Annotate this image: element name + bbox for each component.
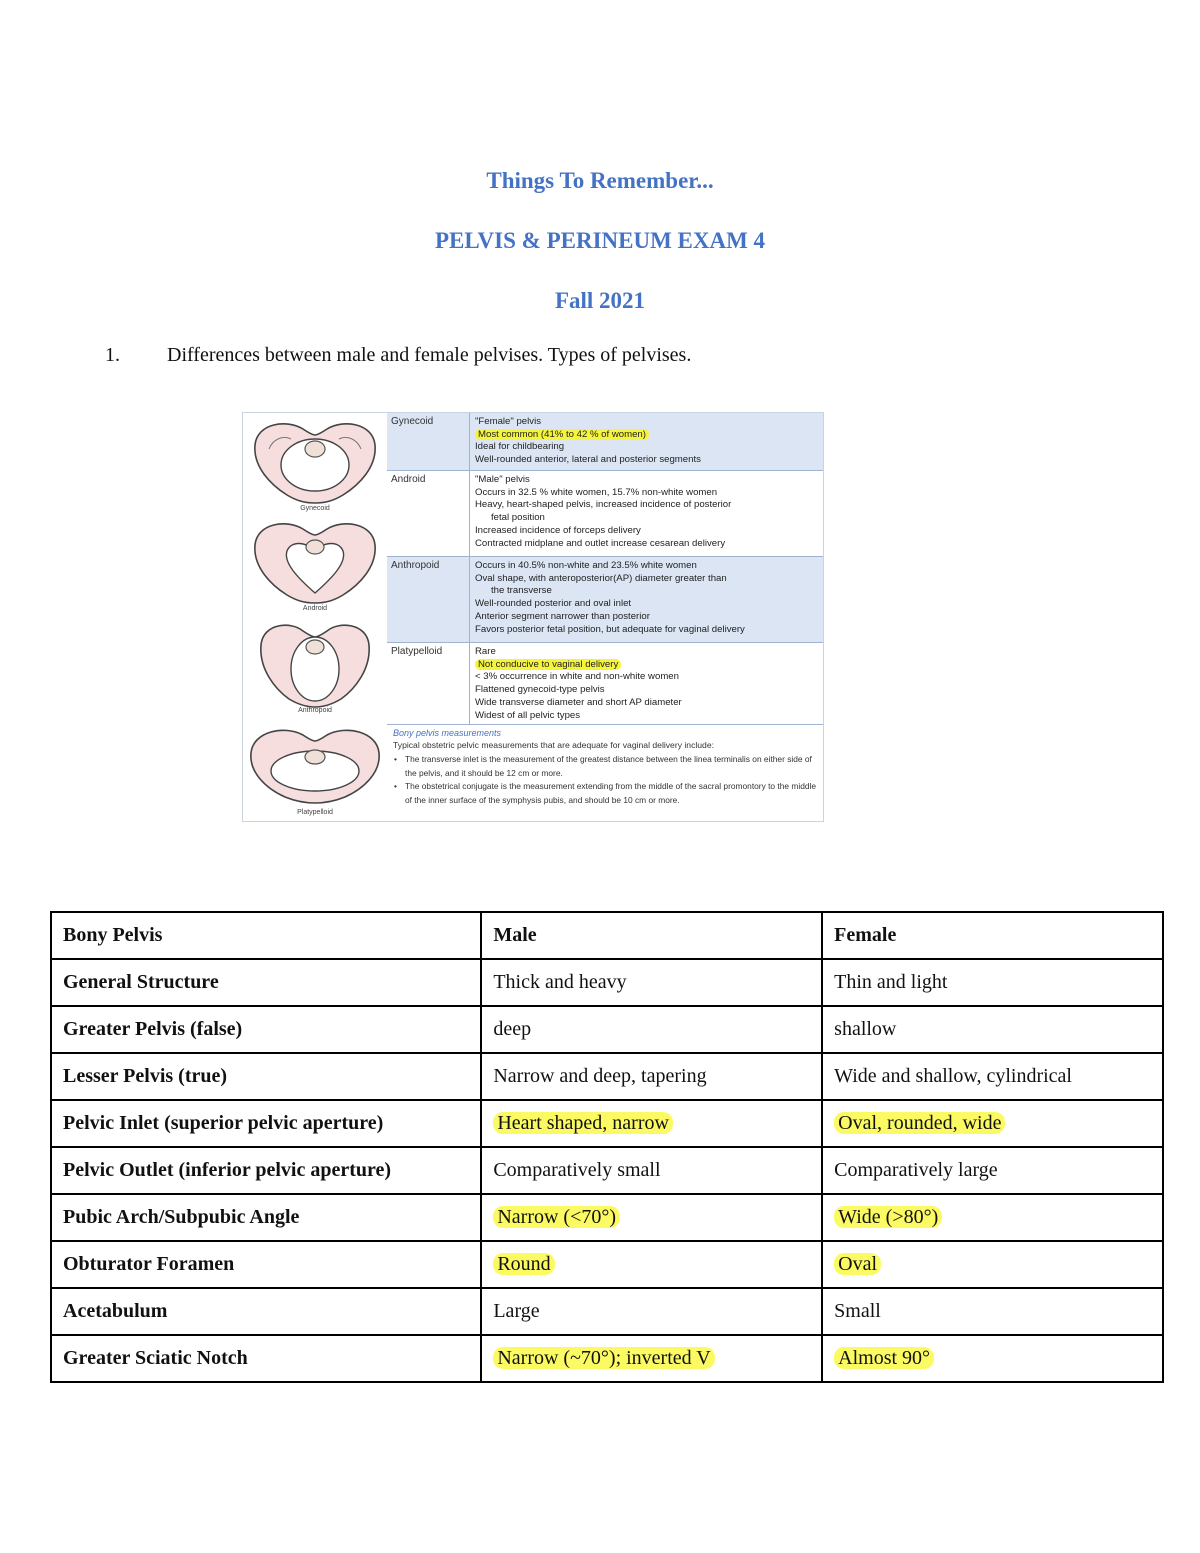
feature-cell: Pelvic Outlet (inferior pelvic aperture): [51, 1147, 481, 1194]
type-row-gynecoid: [387, 413, 823, 471]
question-number: 1.: [105, 344, 120, 366]
table-header-row: [51, 912, 1163, 959]
feature-cell: Pelvic Inlet (superior pelvic aperture): [51, 1100, 481, 1147]
type-line: "Male" pelvis: [475, 474, 530, 485]
type-row-platypelloid: [387, 643, 823, 725]
male-cell: deep: [481, 1006, 822, 1053]
feature-cell: Obturator Foramen: [51, 1241, 481, 1288]
feature-cell: Greater Pelvis (false): [51, 1006, 481, 1053]
type-name: Anthropoid: [391, 560, 440, 571]
pelvis-illustration-android: [243, 515, 387, 612]
table-row: [51, 1194, 1163, 1241]
type-line: Contracted midplane and outlet increase cesarean delivery: [475, 537, 726, 549]
table-row: [51, 1147, 1163, 1194]
anthropoid-pelvis-icon: [247, 617, 383, 709]
table-row: [51, 1100, 1163, 1147]
table-row: [51, 1053, 1163, 1100]
header-cell: Male: [481, 912, 822, 959]
pelvis-illustration-platypelloid: [243, 719, 387, 816]
bony-pelvis-measurements: [387, 725, 823, 821]
type-line: Well-rounded anterior, lateral and posterior segments: [475, 454, 701, 466]
male-cell: Thick and heavy: [481, 959, 822, 1006]
type-name: Gynecoid: [391, 416, 434, 427]
type-line: < 3% occurrence in white and non-white women: [475, 671, 679, 683]
type-line: Flattened gynecoid-type pelvis: [475, 684, 605, 696]
feature-cell: Greater Sciatic Notch: [51, 1335, 481, 1382]
feature-cell: Pubic Arch/Subpubic Angle: [51, 1194, 481, 1241]
type-name: Platypelloid: [391, 646, 443, 657]
male-cell-highlighted: Round: [493, 1253, 554, 1275]
male-cell: Narrow and deep, tapering: [481, 1053, 822, 1100]
type-line: Wide transverse diameter and short AP diameter: [475, 696, 682, 708]
type-line-highlighted: Most common (41% to 42 % of women): [475, 429, 649, 440]
pelvis-types-table: [387, 413, 823, 821]
pelvis-illustrations: [243, 413, 387, 821]
type-line: Widest of all pelvic types: [475, 709, 581, 721]
type-row-anthropoid: [387, 557, 823, 643]
type-line: Ideal for childbearing: [475, 441, 565, 453]
feature-cell: Acetabulum: [51, 1288, 481, 1335]
doc-title: Things To Remember...: [486, 168, 714, 193]
type-row-android: [387, 471, 823, 557]
android-pelvis-icon: [247, 515, 383, 607]
female-cell-highlighted: Oval: [834, 1253, 881, 1275]
table-row: [51, 1335, 1163, 1382]
measurements-intro: Typical obstetric pelvic measurements that are adequate for vaginal delivery include:: [393, 740, 715, 750]
female-cell-highlighted: Almost 90°: [834, 1347, 934, 1369]
type-line: the transverse: [491, 585, 552, 597]
type-line: Occurs in 32.5 % white women, 15.7% non-white women: [475, 486, 718, 498]
type-line: fetal position: [491, 512, 545, 524]
male-cell: Comparatively small: [481, 1147, 822, 1194]
male-cell-highlighted: Narrow (<70°): [493, 1206, 620, 1228]
type-line: Increased incidence of forceps delivery: [475, 524, 641, 536]
male-female-comparison-table: [50, 911, 1164, 1383]
feature-cell: General Structure: [51, 959, 481, 1006]
female-cell: Small: [822, 1288, 1163, 1335]
pelvis-caption: Android: [302, 605, 328, 612]
gynecoid-pelvis-icon: [247, 415, 383, 507]
measurement-bullet: • The transverse inlet is the measurement of the greatest distance between the linea terminalis on either side of the pelvis, and it should be 12 cm or more.: [393, 753, 817, 780]
male-cell: Large: [481, 1288, 822, 1335]
type-line: Oval shape, with anteroposterior(AP) diameter greater than: [475, 572, 727, 584]
pelvis-caption: Platypelloid: [297, 809, 333, 816]
female-cell: Comparatively large: [822, 1147, 1163, 1194]
type-line: Rare: [475, 646, 496, 657]
pelvis-illustration-gynecoid: [243, 415, 387, 512]
female-cell: Thin and light: [822, 959, 1163, 1006]
pelvis-caption: Anthropoid: [298, 707, 332, 714]
pelvis-illustration-anthropoid: [243, 617, 387, 714]
type-line: Anterior segment narrower than posterior: [475, 610, 650, 622]
header-cell: Female: [822, 912, 1163, 959]
male-cell-highlighted: Heart shaped, narrow: [493, 1112, 673, 1134]
pelvis-caption: Gynecoid: [300, 505, 330, 512]
male-cell-highlighted: Narrow (~70°); inverted V: [493, 1347, 714, 1369]
female-cell-highlighted: Wide (>80°): [834, 1206, 942, 1228]
measurements-title: Bony pelvis measurements: [393, 728, 502, 738]
table-row: [51, 1006, 1163, 1053]
platypelloid-pelvis-icon: [247, 719, 383, 811]
term-label: Fall 2021: [554, 288, 646, 313]
measurement-bullet: • The obstetrical conjugate is the measurement extending from the middle of the sacral promontory to the middle of the inner surface of the symphysis pubis, and should be 10 cm or more.: [393, 780, 817, 807]
female-cell-highlighted: Oval, rounded, wide: [834, 1112, 1005, 1134]
table-row: [51, 1241, 1163, 1288]
question-1: [105, 344, 691, 367]
exam-title: PELVIS & PERINEUM EXAM 4: [434, 228, 766, 253]
table-row: [51, 959, 1163, 1006]
question-text: Differences between male and female pelvises. Types of pelvises.: [167, 344, 692, 366]
header-cell: Bony Pelvis: [51, 912, 481, 959]
pelvis-types-figure: [242, 412, 824, 822]
type-line-highlighted: Not conducive to vaginal delivery: [475, 659, 621, 670]
type-line: Heavy, heart-shaped pelvis, increased incidence of posterior: [475, 499, 732, 511]
feature-cell: Lesser Pelvis (true): [51, 1053, 481, 1100]
female-cell: Wide and shallow, cylindrical: [822, 1053, 1163, 1100]
type-line: Well-rounded posterior and oval inlet: [475, 598, 632, 610]
type-line: Occurs in 40.5% non-white and 23.5% white women: [475, 560, 697, 571]
female-cell: shallow: [822, 1006, 1163, 1053]
type-line: Favors posterior fetal position, but adequate for vaginal delivery: [475, 623, 745, 635]
type-name: Android: [391, 474, 426, 485]
table-row: [51, 1288, 1163, 1335]
type-line: "Female" pelvis: [475, 416, 541, 427]
